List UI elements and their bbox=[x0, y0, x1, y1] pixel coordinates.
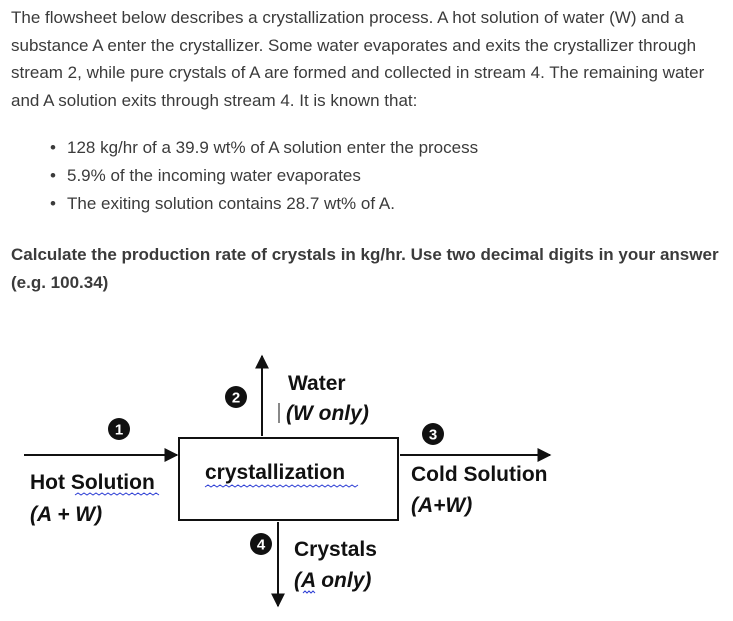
spellcheck-underline-a bbox=[303, 591, 315, 593]
given-condition-exit-solution: • The exiting solution contains 28.7 wt% of A. bbox=[67, 190, 727, 218]
stream-3-number: 3 bbox=[428, 426, 438, 444]
crystallizer-unit-label: crystallization bbox=[205, 461, 346, 484]
flowsheet-diagram bbox=[0, 340, 733, 621]
stream-3-name: Cold Solution bbox=[411, 463, 548, 486]
given-condition-evaporation: • 5.9% of the incoming water evaporates bbox=[67, 162, 727, 190]
stream-4-composition: (A only) bbox=[294, 569, 372, 592]
stream-1-composition: (A + W) bbox=[30, 503, 103, 526]
given-condition-feed: • 128 kg/hr of a 39.9 wt% of A solution enter the process bbox=[67, 134, 727, 162]
stream-2-number: 2 bbox=[231, 389, 241, 407]
stream-2-name: Water bbox=[288, 372, 346, 395]
stream-3-composition: (A+W) bbox=[411, 494, 473, 517]
stream-4-number: 4 bbox=[256, 536, 266, 554]
stream-2-composition: (W only) bbox=[286, 402, 369, 425]
question-text bbox=[11, 4, 727, 297]
stream-1-name: Hot Solution bbox=[30, 471, 155, 494]
stream-4-name: Crystals bbox=[294, 538, 377, 561]
given-conditions-list bbox=[11, 134, 727, 218]
question-task: Calculate the production rate of crystals in kg/hr. Use two decimal digits in your answer (e.g. 100.34) bbox=[11, 245, 719, 292]
stream-1-number: 1 bbox=[114, 421, 124, 439]
problem-intro: The flowsheet below describes a crystallization process. A hot solution of water (W) and a substance A enter the crystallizer. Some water evaporates and exits the crystallizer through stream 2, while pure crystals of A are formed and collected in stream 4. The remaining water and A solution exits through stream 4. It is known that: bbox=[11, 8, 705, 110]
